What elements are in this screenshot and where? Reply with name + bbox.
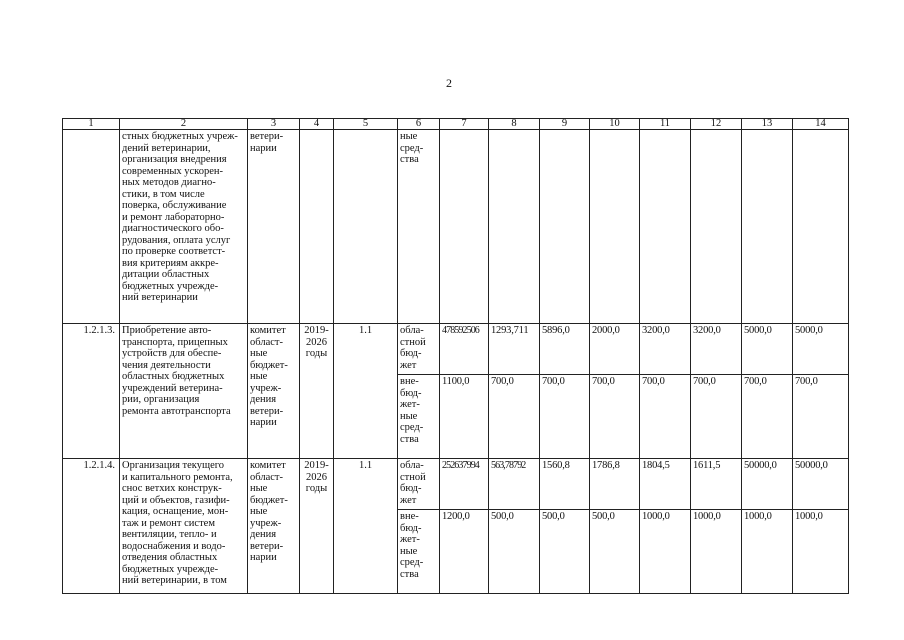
column-number: 3 — [248, 119, 300, 130]
column-number: 14 — [793, 119, 849, 130]
measure-code: 1.2.1.3. — [63, 324, 120, 459]
value-cell: 1000,0 — [640, 510, 691, 594]
value-cell: 50000,0 — [793, 459, 849, 510]
value-cell: 1611,5 — [691, 459, 742, 510]
source-continued: ные сред- ства — [398, 130, 440, 324]
value-cell: 500,0 — [540, 510, 590, 594]
source-name: вне- бюд- жет- ные сред- ства — [398, 375, 440, 459]
indicator: 1.1 — [334, 459, 398, 594]
value-cell: 1200,0 — [440, 510, 489, 594]
value-cell: 700,0 — [691, 375, 742, 459]
value-cell: 700,0 — [540, 375, 590, 459]
column-numbers-row — [63, 119, 849, 130]
column-number: 5 — [334, 119, 398, 130]
value-cell: 700,0 — [640, 375, 691, 459]
column-number: 8 — [489, 119, 540, 130]
column-number: 13 — [742, 119, 793, 130]
value-cell: 1000,0 — [691, 510, 742, 594]
value-cell: 1000,0 — [793, 510, 849, 594]
column-number: 7 — [440, 119, 489, 130]
value-cell: 563,78792 — [489, 459, 540, 510]
source-name: обла- стной бюд- жет — [398, 459, 440, 510]
empty-cell — [540, 130, 590, 324]
value-cell: 50000,0 — [742, 459, 793, 510]
empty-cell — [793, 130, 849, 324]
years: 2019- 2026 годы — [300, 324, 334, 459]
column-number: 11 — [640, 119, 691, 130]
column-number: 1 — [63, 119, 120, 130]
empty-cell — [691, 130, 742, 324]
empty-cell — [63, 130, 120, 324]
budget-table — [62, 118, 849, 594]
empty-cell — [440, 130, 489, 324]
measure-code: 1.2.1.4. — [63, 459, 120, 594]
indicator: 1.1 — [334, 324, 398, 459]
value-cell: 3200,0 — [640, 324, 691, 375]
value-cell: 1000,0 — [742, 510, 793, 594]
source-name: вне- бюд- жет- ные сред- ства — [398, 510, 440, 594]
column-number: 10 — [590, 119, 640, 130]
column-number: 12 — [691, 119, 742, 130]
column-number: 2 — [120, 119, 248, 130]
executor: комитет област- ные бюджет- ные учреж- дения ветери- нарии — [248, 459, 300, 594]
page-number: 2 — [446, 76, 452, 90]
table-row — [63, 324, 849, 375]
value-cell: 700,0 — [489, 375, 540, 459]
value-cell: 5896,0 — [540, 324, 590, 375]
measure-name: Приобретение авто- транспорта, прицепных устройств для обеспе- чения деятельности областных бюджетных учреждений ветерина- рии, организация ремонта автотранспорта — [120, 324, 248, 459]
column-number: 4 — [300, 119, 334, 130]
source-name: обла- стной бюд- жет — [398, 324, 440, 375]
value-cell: 700,0 — [590, 375, 640, 459]
value-cell: 500,0 — [590, 510, 640, 594]
empty-cell — [300, 130, 334, 324]
value-cell: 3200,0 — [691, 324, 742, 375]
value-cell: 252637994 — [440, 459, 489, 510]
value-cell: 2000,0 — [590, 324, 640, 375]
column-number: 9 — [540, 119, 590, 130]
empty-cell — [742, 130, 793, 324]
value-cell: 1560,8 — [540, 459, 590, 510]
continuation-row — [63, 130, 849, 324]
empty-cell — [489, 130, 540, 324]
value-cell: 5000,0 — [793, 324, 849, 375]
value-cell: 1804,5 — [640, 459, 691, 510]
empty-cell — [640, 130, 691, 324]
measure-name: Организация текущего и капитального ремонта, снос ветхих конструк- ций и объектов, газифи- кация, оснащение, мон- таж и ремонт систем вентиляции, тепло- и водоснабжения и водо- отведения областных бюджетных учрежде- ний ветеринарии, в том — [120, 459, 248, 594]
value-cell: 1293,711 — [489, 324, 540, 375]
value-cell: 478592506 — [440, 324, 489, 375]
empty-cell — [590, 130, 640, 324]
value-cell: 5000,0 — [742, 324, 793, 375]
value-cell: 700,0 — [793, 375, 849, 459]
value-cell: 1100,0 — [440, 375, 489, 459]
measure-name-continued: стных бюджетных учреж- дений ветеринарии, организация внедрения современных ускорен- ных методов диагно- стики, в том числе поверка, обслуживание и ремонт лабораторно- диагностического обо- рудования, оплата услуг по проверке соответст- вия критериям аккре- дитации областных бюджетных учрежде- ний ветеринарии — [120, 130, 248, 324]
value-cell: 700,0 — [742, 375, 793, 459]
executor: комитет област- ные бюджет- ные учреж- дения ветери- нарии — [248, 324, 300, 459]
executor-continued: ветери- нарии — [248, 130, 300, 324]
column-number: 6 — [398, 119, 440, 130]
table-row — [63, 459, 849, 510]
empty-cell — [334, 130, 398, 324]
value-cell: 1786,8 — [590, 459, 640, 510]
value-cell: 500,0 — [489, 510, 540, 594]
years: 2019- 2026 годы — [300, 459, 334, 594]
